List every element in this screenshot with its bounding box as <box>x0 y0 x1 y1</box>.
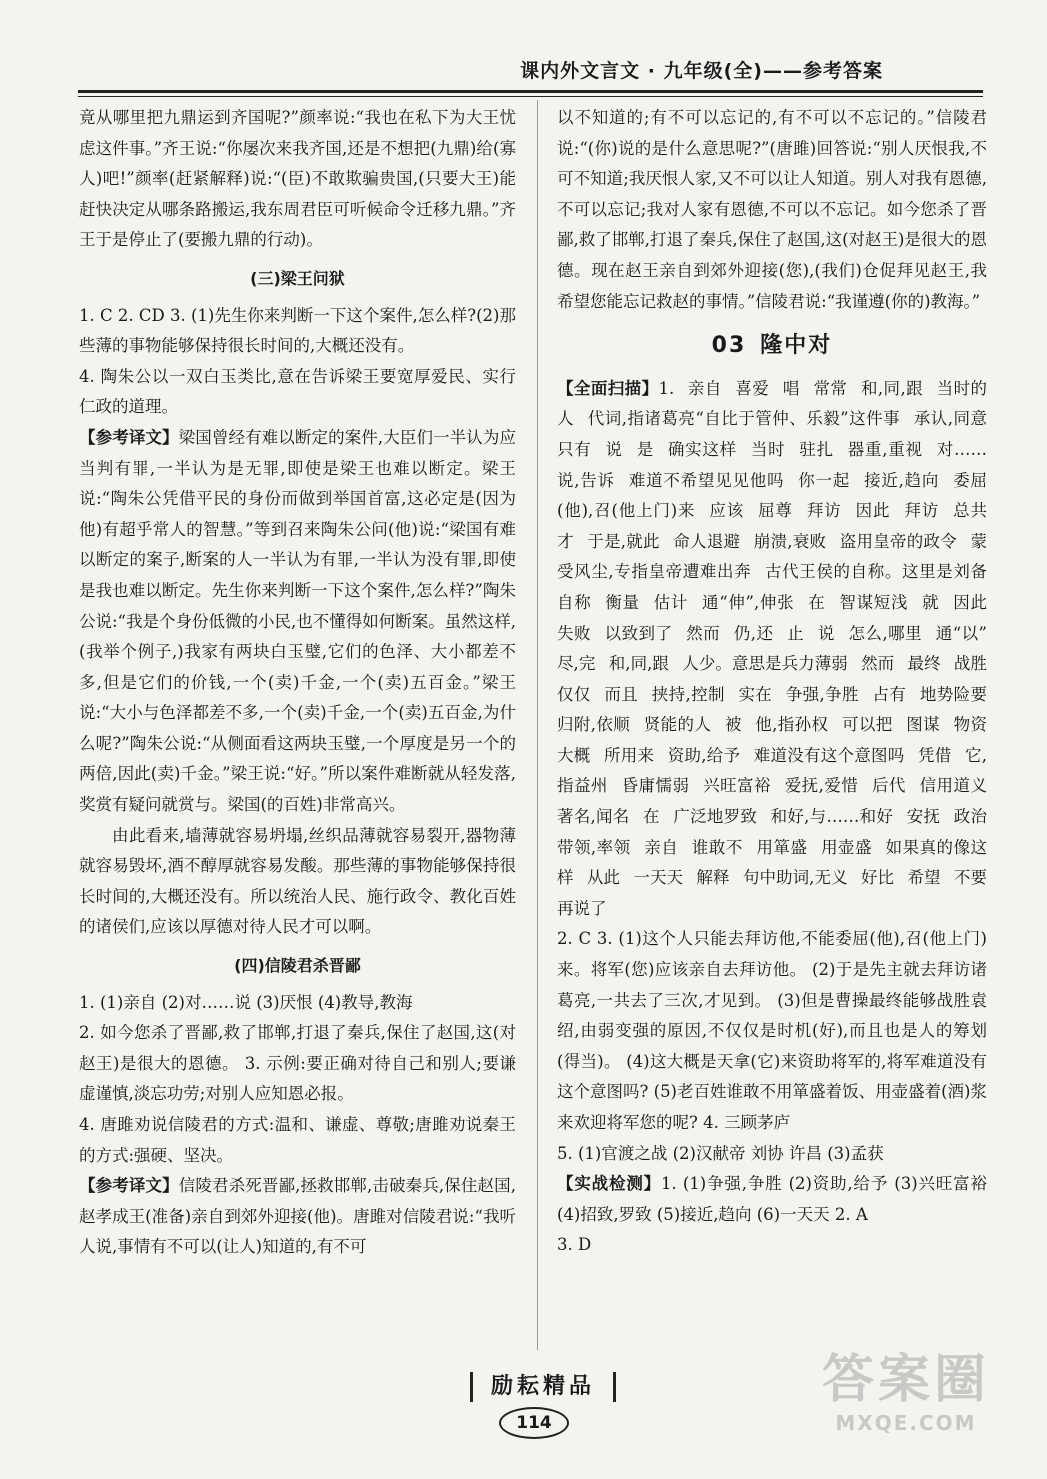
scan-tag: 【全面扫描】 <box>557 378 659 398</box>
test-answer-3: 3. D <box>557 1235 592 1255</box>
column-divider <box>537 100 538 1350</box>
lesson-name: 隆中对 <box>760 333 833 359</box>
translation-text: 信陵君杀死晋鄙,拯救邯郸,击破秦兵,保住赵国,赵孝成王(准备)亲自到郊外迎接(他)。唐雎对信陵君说:“我听人说,事情有不可以(让人)知道的,有不可 <box>79 1176 517 1257</box>
page-header <box>78 56 983 82</box>
lesson-title <box>557 331 987 362</box>
header-rule <box>78 90 983 97</box>
test-text: 1. (1)争强,争胜 (2)资助,给予 (3)兴旺富裕 (4)招致,罗致 (5)接近,趋向 (6)一天天 2. A <box>557 1174 988 1224</box>
scan-answer-5: 5. (1)官渡之战 (2)汉献帝 刘协 许昌 (3)孟获 <box>557 1143 884 1163</box>
watermark-main: 答案圈 <box>821 1350 990 1410</box>
section-4-translation <box>79 1171 516 1263</box>
scan-section <box>557 374 987 925</box>
translation-tag: 【参考译文】 <box>79 427 179 447</box>
translation-tag: 【参考译文】 <box>79 1176 179 1196</box>
translation-text: 梁国曾经有难以断定的案件,大臣们一半认为应当判有罪,一半认为是无罪,即使是梁王也难以断定。梁王说:“陶朱公凭借平民的身份而做到举国首富,这必定是(因为他)有超乎常人的智慧。”等到召来陶朱公问(他)说:“梁国有难以断定的案子,断案的人一半认为有罪,一半认为没有罪,即使是我也难以断定。先生你来判断一下这个案件,怎么样?”陶朱公说:“我是个身份低微的小民,也不懂得如何断案。虽然这样,(我举个例子,)我家有两块白玉璧,它们的色泽、大小都差不多,但是它们的价钱,一个(卖)千金,一个(卖)五百金。”梁王说:“大小与色泽都差不多,一个(卖)千金,一个(卖)五百金,为什么呢?”陶朱公说:“从侧面看这两块玉璧,一个厚度是另一个的两倍,因此(卖)千金。”梁王说:“好。”所以案件难断就从轻发落,奖赏有疑问就赏与。梁国(的百姓)非常高兴。 <box>79 427 517 815</box>
section-3-translation <box>79 423 516 821</box>
section-4-answer-2: 2. 如今您杀了晋鄙,救了邯郸,打退了秦兵,保住了赵国,这(对赵王)是很大的恩德。 3. 示例:要正确对待自己和别人;要谦虚谨慎,淡忘功劳;对别人应知恩必报。 <box>79 1023 516 1104</box>
test-tag: 【实战检测】 <box>557 1174 662 1194</box>
lesson-number: 03 <box>711 333 747 359</box>
left-column <box>79 103 516 1263</box>
intro-paragraph: 竟从哪里把九鼎运到齐国呢?”颜率说:“我也在私下为大王忧虑这件事。”齐王说:“你屡次来我齐国,还是不想把(九鼎)给(寡人)吧!”颜率(赶紧解释)说:“(臣)不敢欺骗贵国,(只要大王)能赶快决定从哪条路搬运,我东周君臣可听候命令迁移九鼎。”齐王于是停止了(要搬九鼎的行动)。 <box>79 108 516 250</box>
section-3-translation-2: 由此看来,墙薄就容易坍塌,丝织品薄就容易裂开,器物薄就容易毁坏,酒不醇厚就容易发酸。那些薄的事物能够保持很长时间的,大概还没有。所以统治人民、施行政令、教化百姓的诸侯们,应该以厚德对待人民才可以啊。 <box>79 825 516 937</box>
watermark <box>801 1349 1011 1449</box>
section-4-answer-3: 4. 唐雎劝说信陵君的方式:温和、谦虚、尊敬;唐雎劝说秦王的方式:强硬、坚决。 <box>79 1115 516 1165</box>
header-title: 课内外文言文 · 九年级(全)——参考答案 <box>520 60 883 82</box>
page-number: 114 <box>499 1407 569 1439</box>
translation-continued: 以不知道的;有不可以忘记的,有不可以不忘记的。”信陵君说:“(你)说的是什么意思呢?”(唐雎)回答说:“别人厌恨我,不可不知道;我厌恨人家,又不可以让人知道。别人对我有恩德,不可以忘记;我对人家有恩德,不可以不忘记。如今您杀了晋鄙,救了邯郸,打退了秦兵,保住了赵国,这(对赵王)是很大的恩德。现在赵王亲自到郊外迎接(您),(我们)仓促拜见赵王,我希望您能忘记救赵的事情。”信陵君说:“我谨遵(你的)教海。” <box>557 108 987 311</box>
section-4-answer-1: 1. (1)亲自 (2)对……说 (3)厌恨 (4)教导,教海 <box>79 992 413 1012</box>
right-column <box>557 103 987 1261</box>
section-3-answer-1: 1. C 2. CD 3. (1)先生你来判断一下这个案件,怎么样?(2)那些薄的事物能够保持很长时间的,大概还没有。 <box>79 305 516 356</box>
section-3-answer-2: 4. 陶朱公以一双白玉类比,意在告诉梁王要宽厚爱民、实行仁政的道理。 <box>79 366 516 417</box>
watermark-url: MXQE.COM <box>835 1411 977 1435</box>
scan-text: 1. 亲自 喜爱 唱 常常 和,同,跟 当时的人 代词,指诸葛亮“自比于管仲、乐毅”这件事 承认,同意 只有 说 是 确实这样 当时 驻扎 器重,重视 对……说,告诉 难道不希望见见他吗 你一起 接近,趋向 委屈(他),召(他上门)来 应该 屈尊 拜访 因此 拜访 总共 才 于是,就此 命人退避 崩溃,衰败 盗用皇帝的政令 蒙受风尘,专指皇帝遭难出奔 古代王侯的自称。这里是刘备自称 衡量 估计 通“伸”,伸张 在 智谋短浅 就 因此 失败 以致到了 然而 仍,还 止 说 怎么,哪里 通“以” 尽,完 和,同,跟 人少。意思是兵力薄弱 然而 最终 战胜 仅仅 而且 挟持,控制 实在 争强,争胜 占有 地势险要 归附,依顺 贤能的人 被 他,指孙权 可以把 图谋 物资 大概 所用来 资助,给予 难道没有这个意图吗 凭借 它,指益州 昏庸懦弱 兴旺富裕 爱抚,爱惜 后代 信用道义 著名,闻名 在 广泛地罗致 和好,与……和好 安抚 政治 带领,率领 亲自 谁敢不 用箪盛 用壶盛 如果真的像这样 从此 一天天 解释 句中助词,无义 好比 希望 不要再说了 <box>557 378 988 918</box>
section-3-title: (三)梁王问狱 <box>250 268 345 288</box>
publisher-logo: 励耘精品 <box>470 1372 616 1402</box>
test-section <box>557 1169 987 1230</box>
scan-answer-2: 2. C 3. (1)这个人只能去拜访他,不能委屈(他),召(他上门)来。将军(您)应该亲自去拜访他。 (2)于是先主就去拜访诸葛亮,一共去了三次,才见到。 (3)但是曹操最终能够战胜袁绍,由弱变强的原因,不仅仅是时机(好),而且也是人的筹划(得当)。 (4)这大概是天拿(它)来资助将军的,将军难道没有这个意图吗? (5)老百姓谁敢不用箪盛着饭、用壶盛着(酒)浆来欢迎将军您的呢? 4. 三顾茅庐 <box>557 929 987 1132</box>
section-4-title: (四)信陵君杀晋鄙 <box>234 956 361 976</box>
